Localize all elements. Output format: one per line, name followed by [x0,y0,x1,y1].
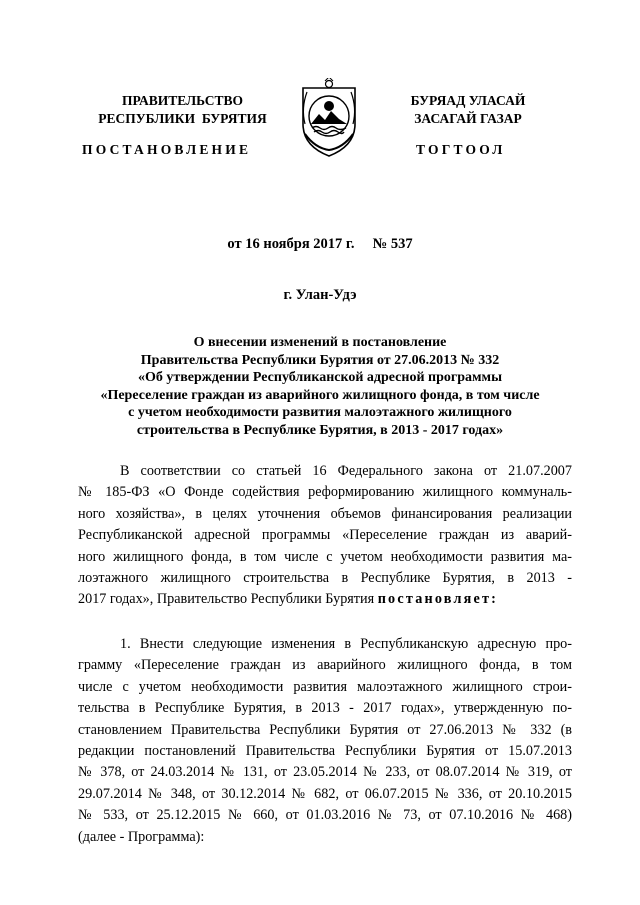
preamble-line: лоэтажного жилищного строительства в Республике Бурятия, в 2013 - [78,570,572,587]
title-line: «Переселение граждан из аварийного жилищного фонда, в том числе [100,387,540,403]
preamble-last-line [78,589,572,610]
left-doc-type: ПОСТАНОВЛЕНИЕ [82,142,252,157]
left-org-line1: ПРАВИТЕЛЬСТВО [121,93,243,108]
right-org-line2: ЗАСАГАЙ ГАЗАР [414,111,522,126]
item-line: 1. Внести следующие изменения в Республиканскую адресную про- [120,636,572,652]
right-org-line1: БУРЯАД УЛАСАЙ [410,93,526,108]
preamble-line: ного хозяйства», в целях уточнения объемов финансирования реализации [78,505,572,522]
left-org-block [90,92,275,128]
right-org-block [393,92,543,128]
item-1-paragraph [78,634,572,848]
item-line: № 533, от 25.12.2015 № 660, от 01.03.2016 № 73, от 07.10.2016 № 468) [78,807,572,824]
item-line: (далее - Программа): [78,828,205,845]
item-line: тельства в Республике Бурятия, в 2013 - 2017 годах», утвержденную по- [78,700,572,717]
document-city: г. Улан-Удэ [283,287,357,303]
document-title [70,334,570,440]
item-line: грамму «Переселение граждан из аварийного жилищного фонда, в том [78,657,572,674]
preamble-line: В соответствии со статьей 16 Федерального закона от 21.07.2007 [120,463,572,479]
resolves-word: постановляет: [377,591,499,608]
title-line: строительства в Республике Бурятия, в 2013 - 2017 годах» [136,422,504,438]
document-date-number: от 16 ноября 2017 г. № 537 [227,236,413,252]
preamble-line: ного жилищного фонда, в том числе с учетом необходимости развития ма- [78,548,572,565]
item-line: становлением Правительства Республики Бурятия от 27.06.2013 № 332 (в [78,721,572,738]
left-org-line2: РЕСПУБЛИКИ БУРЯТИЯ [98,111,267,126]
item-line: числе с учетом необходимости развития малоэтажного жилищного строи- [78,678,572,695]
item-line: № 378, от 24.03.2014 № 131, от 23.05.2014 № 233, от 08.07.2014 № 319, от [78,764,572,781]
preamble-paragraph [78,461,572,611]
preamble-line: № 185-ФЗ «О Фонде содействия реформированию жилищного коммуналь- [78,484,572,501]
title-line: Правительства Республики Бурятия от 27.06.2013 № 332 [140,352,500,368]
coat-of-arms-emblem [295,78,363,160]
item-line: редакции постановлений Правительства Республики Бурятия от 15.07.2013 [78,743,572,760]
title-line: О внесении изменений в постановление [193,335,447,350]
title-line: с учетом необходимости развития малоэтажного жилищного [128,405,512,421]
preamble-line: Республиканской адресной программы «Переселение граждан из аварий- [78,527,572,544]
item-line: 29.07.2014 № 348, от 30.12.2014 № 682, от 06.07.2015 № 336, от 20.10.2015 [78,785,572,802]
right-doc-type: ТОГТООЛ [416,142,506,157]
preamble-line: 2017 годах», Правительство Республики Бурятия [78,591,375,608]
title-line: «Об утверждении Республиканской адресной программы [137,370,503,386]
